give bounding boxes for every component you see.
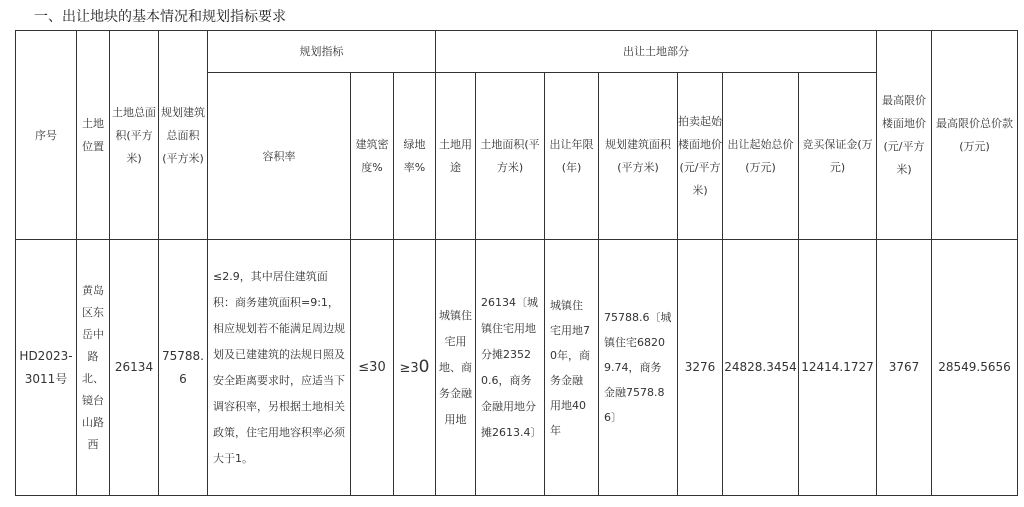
cell-max-floor-price: 3767	[877, 240, 932, 496]
header-density: 建筑密度%	[351, 73, 394, 240]
cell-location: 黄岛区东岳中路北、镜台山路西	[77, 240, 110, 496]
header-planned-building-area: 规划建筑总面积(平方米)	[159, 31, 208, 240]
header-seq: 序号	[16, 31, 77, 240]
section-title: 一、出让地块的基本情况和规划指标要求	[34, 9, 286, 25]
cell-planned-building-area: 75788.6	[159, 240, 208, 496]
header-max-total: 最高限价总价款(万元)	[932, 31, 1018, 240]
header-land-use: 土地用途	[436, 73, 476, 240]
cell-green-prefix: ≥3	[399, 360, 419, 376]
header-far: 容积率	[208, 73, 351, 240]
cell-deposit: 12414.1727	[799, 240, 877, 496]
header-planning-group: 规划指标	[208, 31, 436, 73]
cell-density: ≤30	[351, 240, 394, 496]
header-max-floor-price: 最高限价楼面地价(元/平方米)	[877, 31, 932, 240]
header-location: 土地位置	[77, 31, 110, 240]
cell-max-total: 28549.5656	[932, 240, 1018, 496]
cell-floor-price: 3276	[678, 240, 723, 496]
cell-far: ≤2.9，其中居住建筑面积：商务建筑面积=9:1，相应规划若不能满足周边规划及已建建筑的法规日照及安全距离要求时，应适当下调容积率，另根据土地相关政策，住宅用地容积率必须大于1。	[208, 240, 351, 496]
header-building-area: 规划建筑面积(平方米)	[599, 73, 678, 240]
cell-building-area: 75788.6〔城镇住宅68209.74，商务金融7578.86〕	[599, 240, 678, 496]
cell-land-area: 26134	[110, 240, 159, 496]
land-info-table	[15, 30, 1018, 496]
header-green: 绿地率%	[394, 73, 436, 240]
cell-seq: HD2023-3011号	[16, 240, 77, 496]
header-start-price: 出让起始总价(万元)	[723, 73, 799, 240]
cell-start-price: 24828.3454	[723, 240, 799, 496]
header-land-area: 土地总面积(平方米)	[110, 31, 159, 240]
cell-green	[394, 240, 436, 496]
cell-land-use: 城镇住宅用地、商务金融用地	[436, 240, 476, 496]
header-transfer-group: 出让土地部分	[436, 31, 877, 73]
cell-area: 26134〔城镇住宅用地分摊23520.6，商务金融用地分摊2613.4〕	[476, 240, 545, 496]
header-term: 出让年限(年)	[545, 73, 599, 240]
header-area: 土地面积(平方米)	[476, 73, 545, 240]
cell-term: 城镇住宅用地70年，商务金融用地40年	[545, 240, 599, 496]
cell-green-zero: 0	[418, 356, 430, 377]
header-floor-price: 拍卖起始楼面地价(元/平方米)	[678, 73, 723, 240]
header-deposit: 竞买保证金(万元)	[799, 73, 877, 240]
